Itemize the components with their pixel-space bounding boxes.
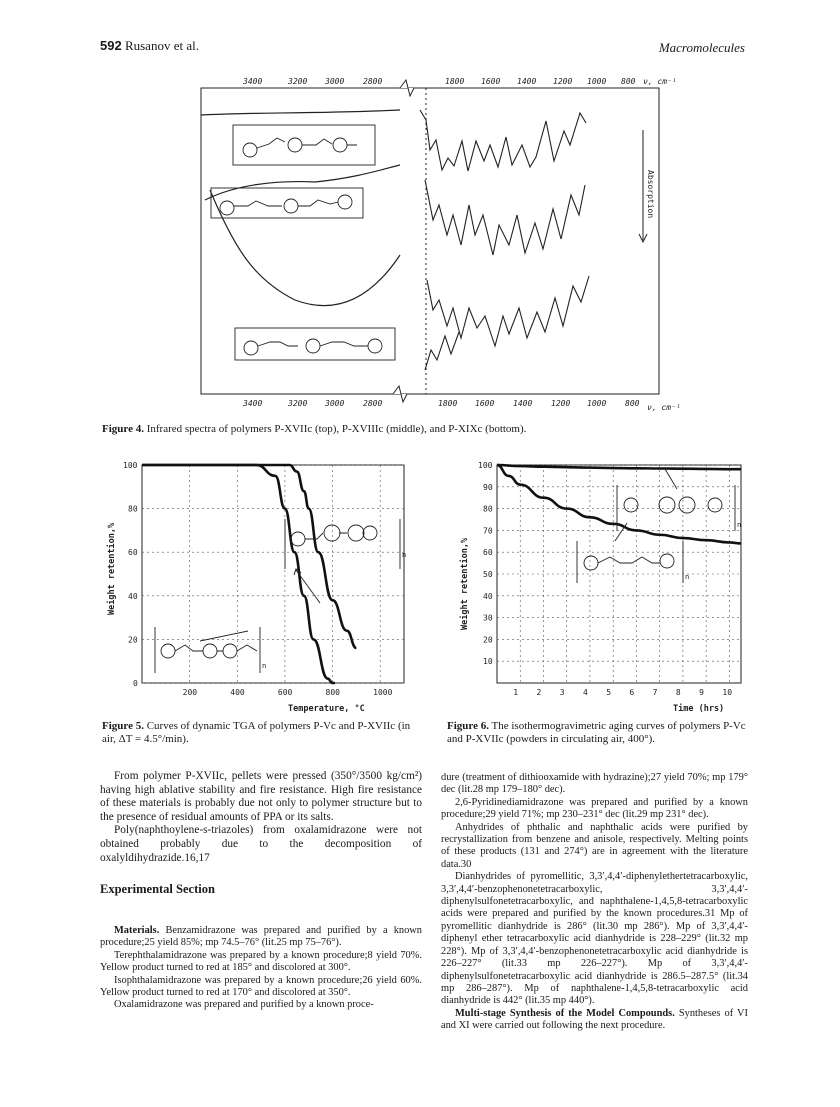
fig4-top-tick: 1000	[587, 77, 607, 86]
ir-curve-bottom-right	[427, 276, 589, 346]
left-column-experimental	[100, 925, 422, 1012]
y-tick-label: 60	[483, 548, 493, 558]
page-number: 592	[100, 38, 122, 53]
absorption-label: Absorption	[646, 170, 655, 219]
fig5-xlabel: Temperature, °C	[288, 704, 365, 714]
x-tick-label: 200	[182, 688, 198, 697]
figure6-caption-text: The isothermogravimetric aging curves of polymers P-Vc and P-XVIIc (powders in circulating air, 400°).	[447, 720, 746, 745]
page-header-left	[100, 38, 199, 54]
fig4-bottom-tick: 1000	[587, 399, 607, 408]
fig4-bottom-tick: 1400	[513, 399, 533, 408]
fig4-structure-middle	[211, 188, 363, 218]
y-tick-label: 100	[123, 461, 138, 470]
fig4-bottom-unit: ν, cm⁻¹	[647, 403, 681, 412]
y-tick-label: 10	[483, 657, 493, 667]
paragraph: 2,6-Pyridinediamidrazone was prepared and purified by a known procedure;29 yield 71%; mp 230–231° dec (lit.29 mp 231° dec).	[441, 796, 748, 821]
fig4-top-tick: 1400	[517, 77, 537, 86]
paragraph: From polymer P-XVIIc, pellets were pressed (350°/3500 kg/cm²) having high ablative stability and fire resistance. High fire resistance of these materials is probably due not only to polymer structure but to the presence of residual amounts of PPA or its salts.	[100, 770, 422, 823]
fig4-structure-bottom	[235, 328, 395, 360]
plot-frame	[142, 465, 407, 683]
svg-text:n: n	[402, 551, 407, 559]
figure5-tga-chart	[100, 455, 420, 717]
x-tick-label: 400	[230, 688, 245, 697]
x-tick-label: 5	[606, 688, 612, 697]
y-tick-label: 20	[483, 635, 493, 645]
left-column	[100, 770, 422, 907]
figure4-caption	[102, 423, 742, 436]
x-tick-label: 2	[536, 688, 542, 697]
svg-text:n: n	[262, 662, 267, 670]
x-tick-label: 800	[325, 688, 340, 697]
y-tick-label: 40	[128, 591, 138, 601]
y-tick-label: 100	[478, 461, 493, 470]
series-line-1	[497, 465, 741, 469]
y-tick-label: 80	[128, 504, 138, 514]
fig5-structure-upper	[285, 519, 406, 569]
model-compounds-text: Syntheses of VI and XI were carried out following the next procedure.	[441, 1007, 748, 1032]
y-tick-label: 0	[133, 679, 138, 688]
y-tick-label: 60	[128, 548, 138, 558]
paragraph: Isophthalamidrazone was prepared by a known procedure;26 yield 60%. Yellow product turned to red at 170° and discolored at 350°.	[100, 974, 422, 999]
journal-name: Macromolecules	[658, 40, 745, 55]
y-tick-label: 40	[483, 591, 493, 601]
x-tick-label: 9	[699, 688, 704, 697]
ir-curve-top-left	[201, 110, 400, 115]
fig4-bottom-tick: 3000	[325, 399, 345, 408]
model-compounds-label: Multi-stage Synthesis of the Model Compounds.	[455, 1007, 675, 1019]
materials-label: Materials.	[114, 925, 160, 936]
right-column	[441, 772, 748, 1033]
series-line-2	[142, 465, 356, 648]
materials-text: Benzamidrazone was prepared and purified by a known procedure;25 yield 85%; mp 74.5–76° (lit.25 mp 75–76°).	[100, 925, 422, 949]
x-tick-label: 8	[675, 688, 681, 697]
paragraph: Terephthalamidrazone was prepared by a known procedure;8 yield 70%. Yellow product turned to red at 185° and discolored at 300°.	[100, 949, 422, 974]
x-tick-label: 10	[722, 688, 733, 697]
paragraph: Dianhydrides of pyromellitic, 3,3′,4,4′-diphenylethertetracarboxylic, 3,3′,4,4′-benzophenonetetracarboxylic, 3,3′,4,4′-diphenylsulfonetetracarboxylic, and naphthalene-1,4,5,8-tetracarboxylic acids were prepared and purified by the known procedures.31 Mp of pyromellitic dianhydride is 286° (lit.30 mp 286°). Mp of 3,3′,4,4′-diphenyl ether tetracarboxylic acid dianhydride is 228–229° (lit.32 mp 228°). Mp of 3,3′,4,4′-benzophenonetetracarboxylic acid dianhydride is 226–227° (lit.33 mp 226–227°). Mp of 3,3′,4,4′-diphenylsulfonetetracarboxylic acid dianhydride is 286.5–287.5° (lit.34 mp 286–287°). Mp of naphthalene-1,4,5,8-tetracarboxylic acid dianhydride is 442° (lit.35 mp 440°).	[441, 871, 748, 1007]
ir-curve-middle-left	[205, 165, 400, 200]
fig4-bottom-tick: 1200	[551, 399, 571, 408]
x-tick-label: 3	[559, 688, 565, 697]
figure6-aging-chart	[445, 455, 755, 717]
figure6-caption-label: Figure 6.	[447, 720, 489, 732]
fig4-top-tick: 1200	[553, 77, 573, 86]
y-tick-label: 80	[483, 504, 493, 514]
y-tick-label: 50	[483, 570, 493, 579]
x-tick-label: 7	[652, 688, 658, 697]
series-line-2	[497, 465, 741, 543]
fig4-top-tick: 3000	[325, 77, 345, 86]
figure5-caption-text: Curves of dynamic TGA of polymers P-Vc and P-XVIIc (in air, ΔT = 4.5°/min).	[102, 720, 411, 745]
x-tick-label: 1	[513, 688, 519, 697]
fig4-bottom-tick: 1600	[475, 399, 495, 408]
svg-text:n: n	[685, 573, 690, 581]
figure4-caption-text: Infrared spectra of polymers P-XVIIc (top), P-XVIIIc (middle), and P-XIXc (bottom).	[143, 423, 527, 435]
x-tick-label: 600	[277, 688, 293, 697]
fig5-ylabel: Weight retention,%	[107, 522, 117, 615]
fig4-top-tick: 800	[621, 77, 636, 86]
y-tick-label: 30	[483, 613, 493, 623]
fig4-bottom-tick: 2800	[363, 399, 383, 408]
paragraph	[441, 1008, 748, 1033]
fig6-structure-lower	[577, 541, 689, 583]
figure5-caption-label: Figure 5.	[102, 720, 144, 732]
paragraph: Anhydrides of phthalic and naphthalic acids were purified by recrystallization from benzene and anisole, respectively. Melting points of these products (131 and 274°) are in agreement with the literature data.30	[441, 821, 748, 870]
svg-text:n: n	[737, 521, 742, 529]
x-tick-label: 4	[582, 688, 588, 697]
fig4-top-tick: 3200	[288, 77, 308, 86]
figure4-caption-label: Figure 4.	[102, 423, 144, 435]
figure6-caption	[447, 720, 747, 746]
fig4-bottom-tick: 1800	[438, 399, 458, 408]
fig4-structure-top	[233, 125, 375, 165]
fig6-ylabel: Weight retention,%	[460, 537, 470, 630]
y-tick-label: 90	[483, 482, 493, 492]
fig4-top-tick: 1600	[481, 77, 501, 86]
fig6-xlabel: Time (hrs)	[673, 704, 725, 714]
fig4-top-tick: 2800	[363, 77, 383, 86]
section-title: Experimental Section	[100, 882, 215, 897]
fig5-structure-lower	[155, 627, 266, 673]
figure4-ir-spectra	[195, 70, 695, 415]
running-authors: Rusanov et al.	[124, 38, 199, 53]
fig4-bottom-tick: 3400	[243, 399, 263, 408]
fig4-top-tick: 3400	[243, 77, 263, 86]
fig4-top-tick: 1800	[445, 77, 465, 86]
paragraph: dure (treatment of dithiooxamide with hydrazine);27 yield 70%; mp 179° dec (lit.28 mp 179–180° dec).	[441, 772, 748, 796]
ir-curve-top-right	[420, 110, 586, 171]
fig4-bottom-tick: 800	[625, 399, 640, 408]
ir-curve-middle-right	[425, 180, 585, 255]
paragraph: Poly(naphthoylene-s-triazoles) from oxalamidrazone were not obtained probably due to the decomposition of oxalyldihydrazide.16,17	[100, 824, 422, 864]
fig4-top-unit: ν, cm⁻¹	[643, 77, 677, 86]
x-tick-label: 1000	[373, 688, 393, 697]
x-tick-label: 6	[629, 688, 635, 697]
fig6-structure-upper	[617, 485, 741, 531]
fig4-bottom-tick: 3200	[288, 399, 308, 408]
paragraph: Oxalamidrazone was prepared and purified by a known proce-	[114, 999, 374, 1011]
paragraph	[100, 925, 422, 950]
figure5-caption	[102, 720, 422, 746]
y-tick-label: 20	[128, 635, 138, 645]
y-tick-label: 70	[483, 526, 493, 536]
ir-curve-bottom-left	[210, 190, 400, 306]
